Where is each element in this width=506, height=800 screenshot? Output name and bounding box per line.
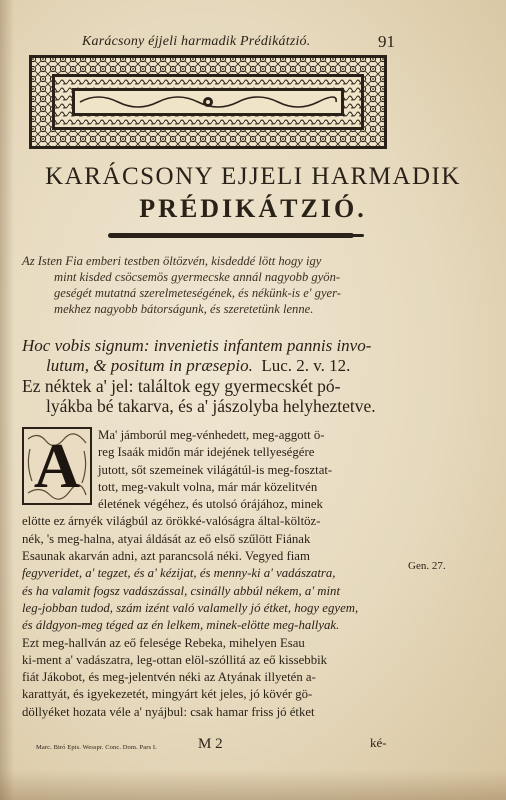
catchword: ké- xyxy=(370,735,387,750)
body-line: jutott, sőt szemeinek világátúl-is meg-fosztat- xyxy=(98,462,333,477)
sermon-title-line-1: KARÁCSONY EJJELI HARMADIK xyxy=(45,163,461,190)
summary-line: Az Isten Fia emberi testben öltözvén, kisdeddé lött hogy igy xyxy=(22,254,322,268)
body-line: karattyát, és igyekezetét, mingyárt két jeles, jó kövér gö- xyxy=(22,687,313,702)
summary-line: mekhez nagyobb bátorságunk, és szeretetünk lenne. xyxy=(54,302,314,316)
sermon-body xyxy=(22,427,403,721)
body-line: Ma' jámborúl meg-vénhedett, meg-aggott ö- xyxy=(98,428,325,442)
body-line: Esaunak akarván adni, azt parancsolá néki. Vegyed fiam xyxy=(22,549,310,564)
page-gutter-shadow xyxy=(0,0,14,800)
summary-line: geségét mutatná szerelmeteségének, és nékünk-is e' gyer- xyxy=(54,286,341,300)
latin-line-text: lutum, & positum in præsepio. xyxy=(46,356,253,375)
verse-line: lyákba bé takarva, és a' jászolyba helyheztetve. xyxy=(46,396,376,416)
hungarian-scripture xyxy=(22,376,402,416)
running-header: Karácsony éjjeli harmadik Prédikátzió. xyxy=(82,34,311,49)
sermon-summary xyxy=(22,253,392,317)
summary-line: mint kisded csöcsemös gyermecske annál nagyobb gyön- xyxy=(54,270,341,284)
page-number: 91 xyxy=(378,32,395,51)
title-rule-divider xyxy=(108,233,354,238)
body-line: Ezt meg-hallván az eő felesége Rebeka, mihelyen Esau xyxy=(22,635,305,650)
scripture-reference: Luc. 2. v. 12. xyxy=(261,356,351,375)
body-line: életének végéhez, és utolsó órájához, minek xyxy=(98,497,323,512)
body-line: leg-jobban tudod, szám izént való valamelly jó étket, hogy egyem, xyxy=(22,600,359,615)
page-bottom-shadow xyxy=(0,770,506,800)
body-line: és ha valamit fogsz vadászással, csinálly abbúl nékem, a' mint xyxy=(22,583,341,598)
body-line: ki-ment a' vadászatra, leg-ottan elöl-szóllitá az eő kissebbik xyxy=(22,652,328,667)
latin-line: Hoc vobis signum: invenietis infantem pannis invo- xyxy=(22,336,372,355)
latin-line xyxy=(22,356,402,376)
body-line: nék, 's meg-halna, atyai áldását az eő első szűlött Fiának xyxy=(22,531,311,546)
body-line: elötte ez árnyék világbúl az örökké-valóságra által-költöz- xyxy=(22,514,321,529)
ornamental-headpiece xyxy=(28,54,388,150)
margin-reference: Gen. 27. xyxy=(408,560,446,572)
latin-scripture xyxy=(22,336,402,376)
verse-line: Ez néktek a' jel: találtok egy gyermecskét pó- xyxy=(22,376,341,396)
body-line: és áldgyon-meg téged az én lelkem, minek-elötte meg-hallyak. xyxy=(22,618,340,633)
sermon-title-line-2: PRÉDIKÁTZIÓ. xyxy=(139,194,367,223)
signature-mark: M 2 xyxy=(198,736,223,752)
signature-footer: Marc. Biró Epis. Wesspr. Conc. Dom. Pars I. xyxy=(36,744,157,751)
body-line: döllyéket hozata véle a' nyájbul: csak hamar friss jó étket xyxy=(22,704,315,719)
body-line: fiát Jákobot, és meg-jelentvén néki az Atyának illyetén a- xyxy=(22,670,316,685)
body-line: tott, meg-vakult volna, már már közelitvén xyxy=(98,479,318,494)
drop-cap-letter: A xyxy=(33,430,81,501)
body-line: fegyveridet, a' tegzet, és a' kézijat, és menny-ki a' vadászatra, xyxy=(22,566,336,581)
body-line: reg Isaák midőn már idejének tellyeségére xyxy=(98,445,315,460)
